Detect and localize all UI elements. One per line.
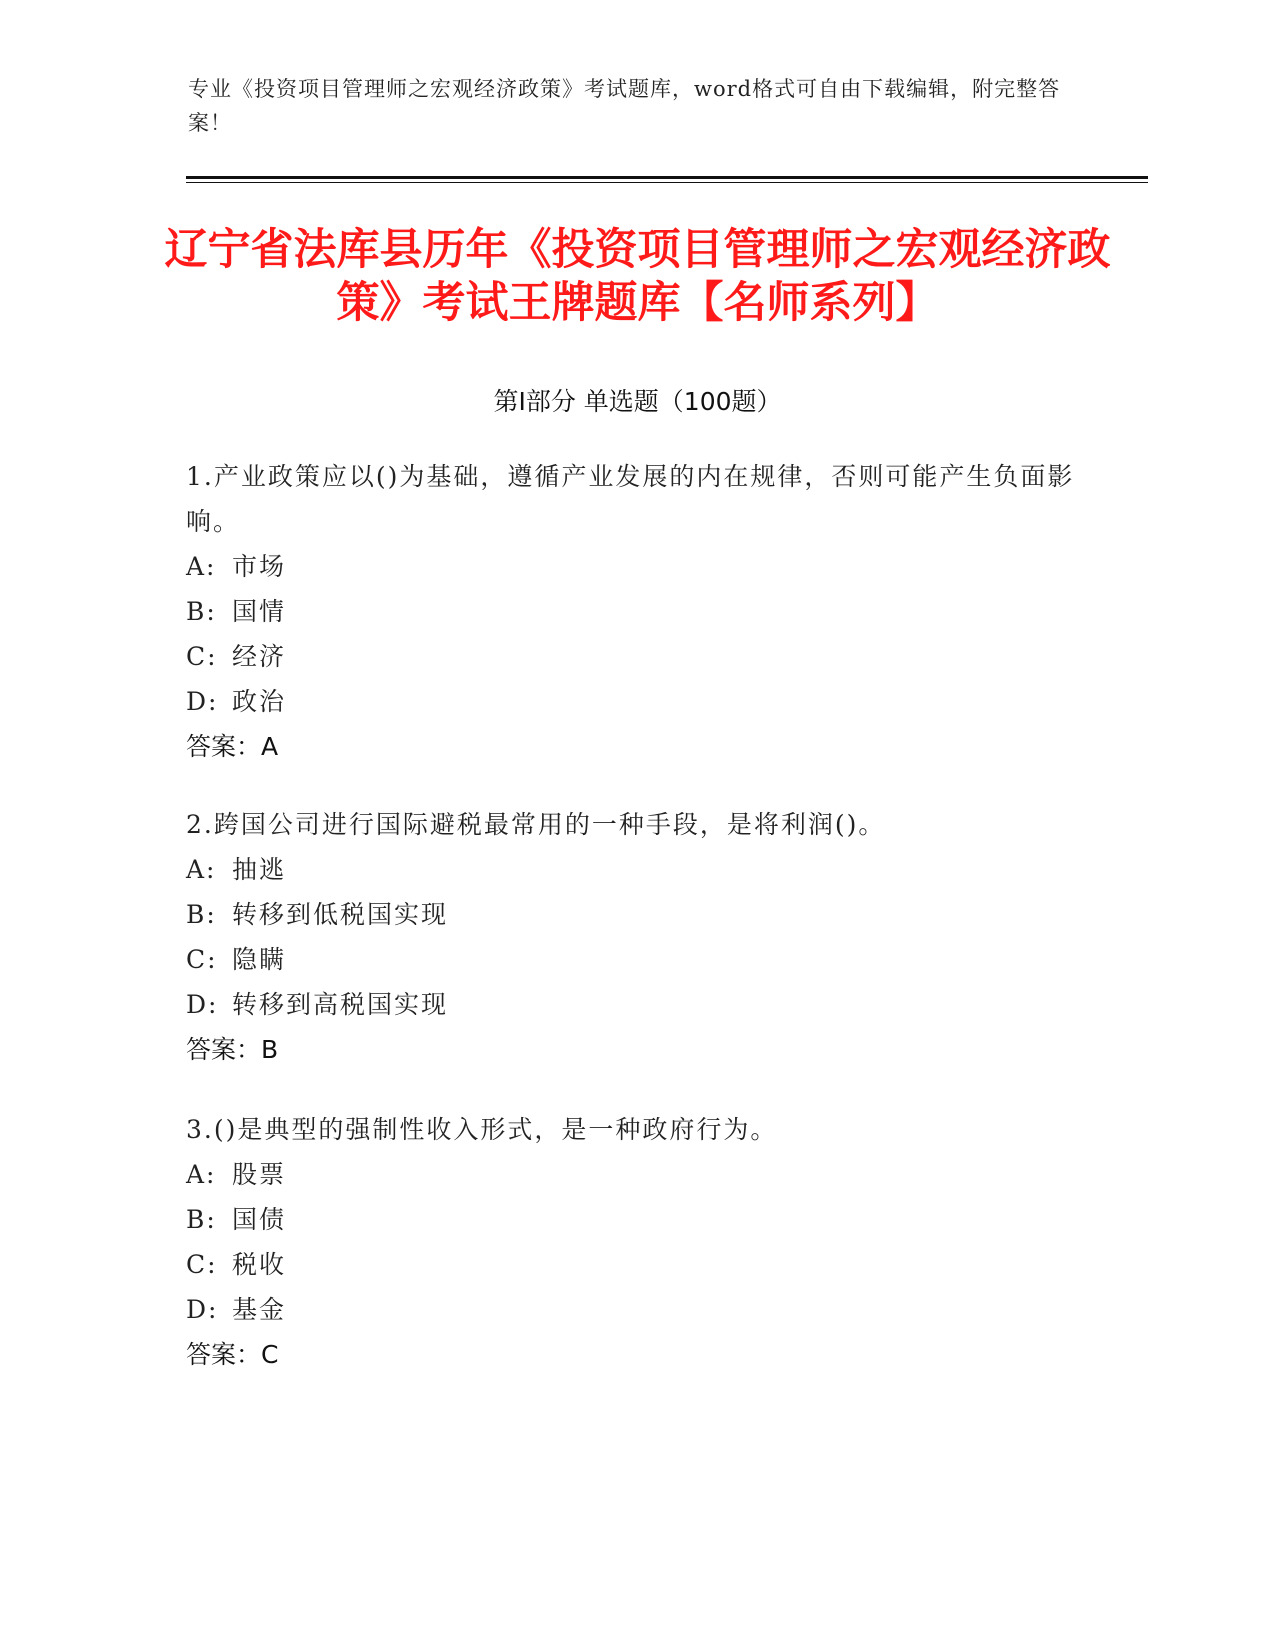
option-letter: B: bbox=[186, 900, 217, 929]
header-note: 专业《投资项目管理师之宏观经济政策》考试题库，word格式可自由下载编辑，附完整答案！ bbox=[188, 77, 1061, 135]
option-c bbox=[186, 937, 1086, 982]
question-stem: 2.跨国公司进行国际避税最常用的一种手段，是将利润()。 bbox=[186, 810, 886, 839]
option-text: 隐瞒 bbox=[232, 945, 287, 974]
option-a bbox=[186, 847, 1086, 892]
option-text: 经济 bbox=[232, 642, 287, 671]
option-letter: B: bbox=[186, 1205, 217, 1234]
option-c bbox=[186, 634, 1086, 679]
option-letter: C: bbox=[186, 1250, 218, 1279]
option-letter: A: bbox=[186, 855, 217, 884]
question-stem: 1.产业政策应以()为基础，遵循产业发展的内在规律，否则可能产生负面影响。 bbox=[186, 462, 1075, 536]
question-1 bbox=[186, 454, 1086, 769]
option-text: 税收 bbox=[232, 1250, 287, 1279]
question-2 bbox=[186, 802, 1086, 1072]
option-text: 抽逃 bbox=[232, 855, 287, 884]
option-letter: B: bbox=[186, 597, 217, 626]
option-b bbox=[186, 1197, 1086, 1242]
answer-line: 答案：C bbox=[186, 1340, 279, 1369]
answer-line: 答案：B bbox=[186, 1035, 279, 1064]
option-letter: D: bbox=[186, 687, 219, 716]
header-divider-thin bbox=[186, 182, 1148, 183]
option-d bbox=[186, 982, 1086, 1027]
option-text: 转移到低税国实现 bbox=[232, 900, 449, 929]
question-stem: 3.()是典型的强制性收入形式，是一种政府行为。 bbox=[186, 1115, 778, 1144]
document-title: 辽宁省法库县历年《投资项目管理师之宏观经济政策》考试王牌题库【名师系列】 bbox=[164, 225, 1111, 328]
option-text: 转移到高税国实现 bbox=[232, 990, 449, 1019]
option-d bbox=[186, 1287, 1086, 1332]
option-text: 政治 bbox=[232, 687, 287, 716]
option-text: 股票 bbox=[232, 1160, 287, 1189]
option-text: 市场 bbox=[232, 552, 287, 581]
option-text: 国债 bbox=[232, 1205, 287, 1234]
option-b bbox=[186, 892, 1086, 937]
option-letter: C: bbox=[186, 642, 218, 671]
option-a bbox=[186, 1152, 1086, 1197]
option-d bbox=[186, 679, 1086, 724]
section-heading: 第Ⅰ部分 单选题（100题） bbox=[493, 387, 782, 416]
option-letter: A: bbox=[186, 552, 217, 581]
option-letter: C: bbox=[186, 945, 218, 974]
option-letter: A: bbox=[186, 1160, 217, 1189]
option-c bbox=[186, 1242, 1086, 1287]
header-divider-thick bbox=[186, 176, 1148, 179]
answer-line: 答案：A bbox=[186, 732, 279, 761]
option-a bbox=[186, 544, 1086, 589]
option-text: 国情 bbox=[232, 597, 287, 626]
option-b bbox=[186, 589, 1086, 634]
option-text: 基金 bbox=[232, 1295, 287, 1324]
option-letter: D: bbox=[186, 990, 219, 1019]
question-3 bbox=[186, 1107, 1086, 1377]
option-letter: D: bbox=[186, 1295, 219, 1324]
